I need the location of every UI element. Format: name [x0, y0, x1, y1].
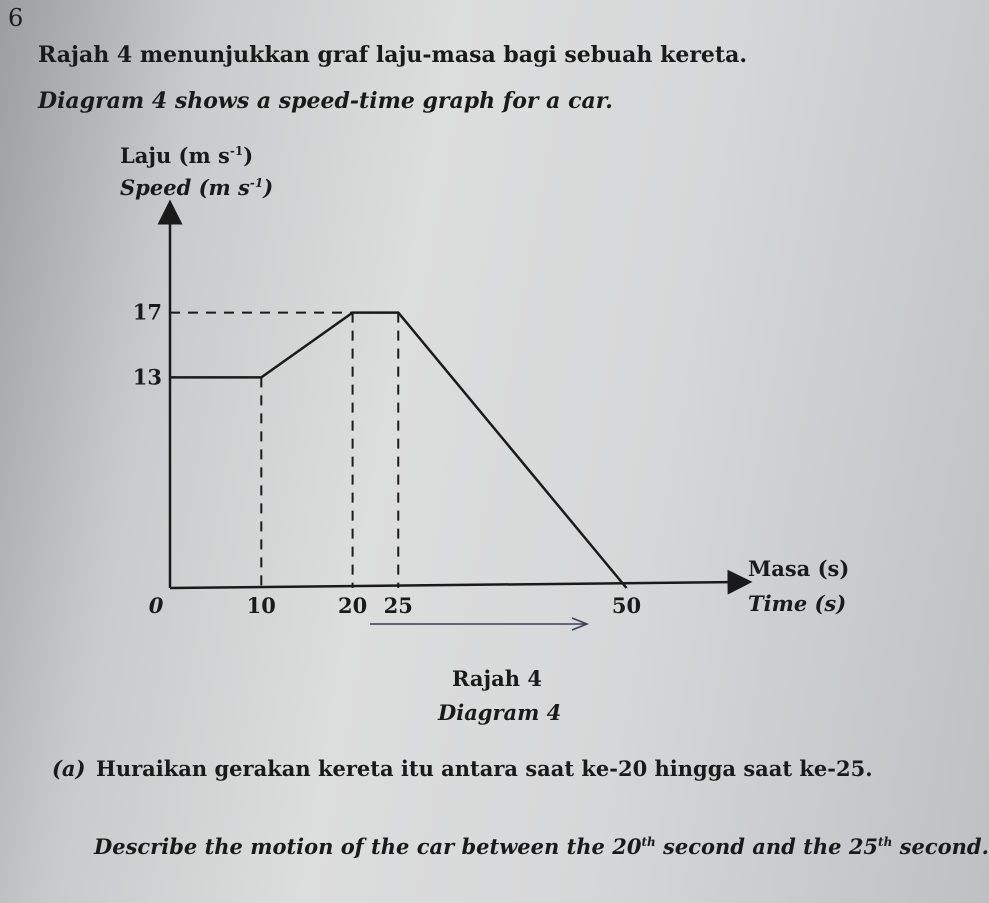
x-tick-label: 25: [383, 593, 413, 618]
x-axis-label-malay: Masa (s): [748, 556, 850, 581]
caption-malay: Rajah 4: [452, 666, 542, 691]
question-english: Describe the motion of the car between the 20th second and the 25th second.: [94, 834, 989, 859]
caption-english: Diagram 4: [438, 700, 562, 725]
y-axis-label-english: Speed (m $s^{-1}$): [120, 175, 274, 200]
x-axis-label-english: Time (s): [748, 591, 847, 616]
handwritten-underline: [370, 618, 587, 630]
intro-malay: Rajah 4 menunjukkan graf laju-masa bagi sebuah kereta.: [38, 42, 747, 68]
x-tick-label: 20: [337, 593, 368, 618]
y-tick-label: 13: [132, 364, 162, 390]
y-tick-label: 17: [132, 299, 162, 325]
page-number: 6: [8, 4, 24, 32]
x-tick-label: 0: [148, 593, 164, 618]
x-tick-label: 50: [611, 593, 642, 618]
y-axis-label-malay: Laju (m $s^{-1}$): [120, 143, 254, 168]
question-label: (a): [52, 756, 86, 781]
x-tick-label: 10: [246, 593, 276, 618]
question-malay: Huraikan gerakan kereta itu antara saat ke-20 hingga saat ke-25.: [96, 756, 873, 781]
x-axis: [170, 582, 740, 588]
intro-english: Diagram 4 shows a speed-time graph for a car.: [38, 88, 613, 114]
